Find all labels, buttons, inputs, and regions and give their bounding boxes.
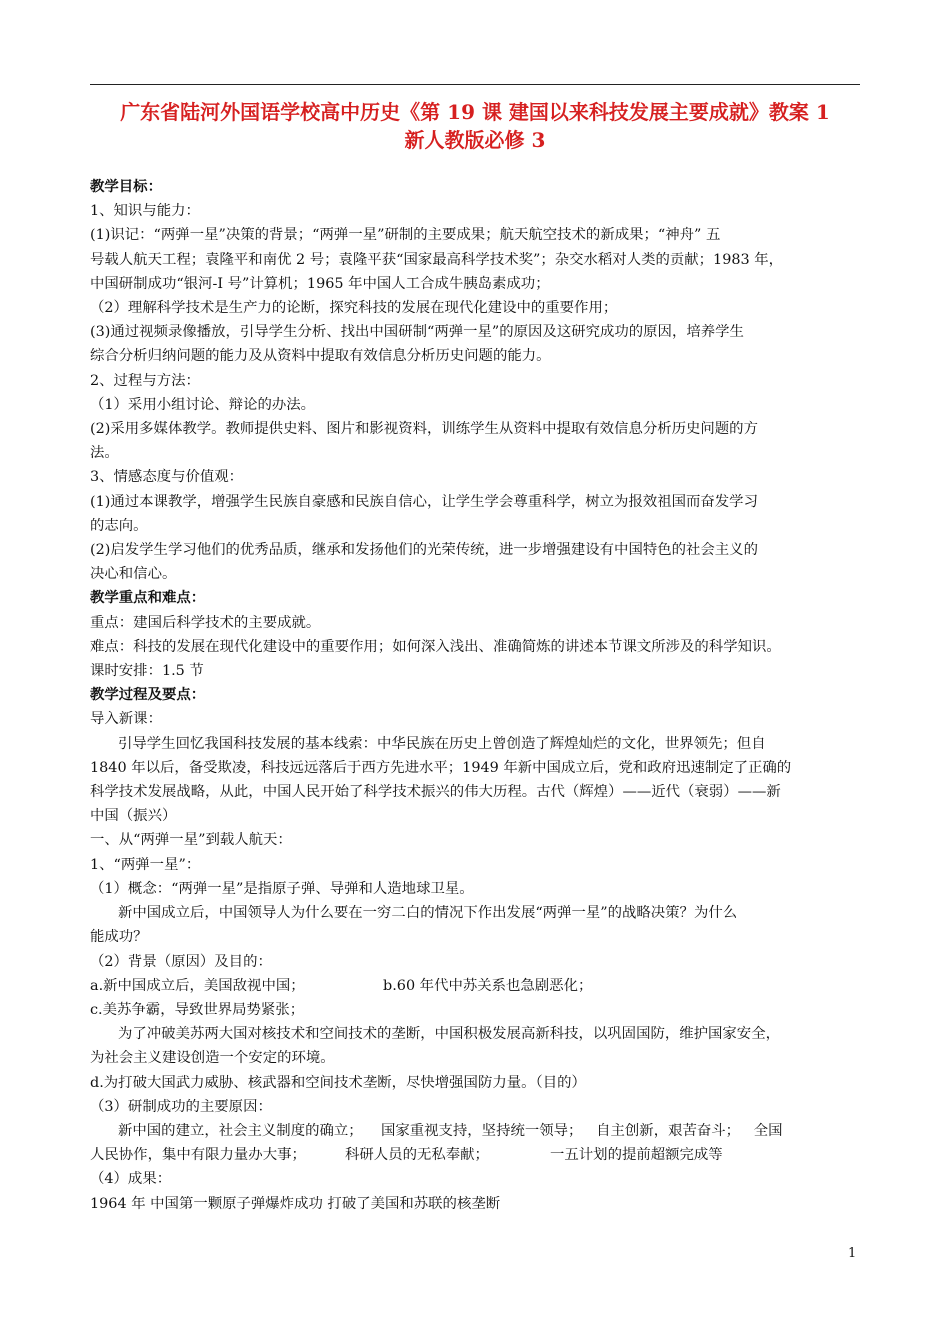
text-line: 法。 [90, 445, 119, 462]
text-line: 1964 年 中国第一颗原子弹爆炸成功 打破了美国和苏联的核垄断 [90, 1195, 501, 1212]
text-line: （4）成果： [90, 1171, 172, 1188]
text-line: 科学技术发展战略，从此，中国人民开始了科学技术振兴的伟大历程。古代（辉煌）——近代（衰弱）——新 [90, 784, 781, 801]
text-line: (2)启发学生学习他们的优秀品质，继承和发扬他们的光荣传统，进一步增强建设有中国特色的社会主义的 [90, 542, 758, 559]
item-a: a.新中国成立后，美国敌视中国； [90, 977, 305, 994]
section-heading-objectives: 教学目标： [90, 178, 162, 195]
text-line: 难点：科技的发展在现代化建设中的重要作用；如何深入浅出、准确简炼的讲述本节课文所涉及的科学知识。 [90, 638, 781, 655]
document-body [90, 175, 865, 1216]
text-line: 中国（振兴） [90, 808, 177, 825]
text-line: 课时安排：1.5 节 [90, 663, 204, 680]
text-line: 新中国的建立，社会主义制度的确立； 国家重视支持，坚持统一领导； 自主创新，艰苦奋斗； 全国 [118, 1122, 783, 1139]
text-line: 综合分析归纳问题的能力及从资料中提取有效信息分析历史问题的能力。 [90, 348, 551, 365]
text-line: 中国研制成功“银河-Ⅰ 号”计算机；1965 年中国人工合成牛胰岛素成功； [90, 275, 550, 292]
page-number: 1 [848, 1246, 857, 1261]
title-line-1: 广东省陆河外国语学校高中历史《第 19 课 建国以来科技发展主要成就》教案 1 [120, 100, 830, 124]
text-line: 导入新课： [90, 711, 162, 728]
text-line: （3）研制成功的主要原因： [90, 1098, 272, 1115]
text-line: 1、“两弹一星”： [90, 856, 201, 873]
text-line-triple [90, 1143, 865, 1167]
text-line: 能成功？ [90, 929, 148, 946]
title-line-2: 新人教版必修 3 [404, 128, 546, 152]
item-3: 一五计划的提前超额完成等 [550, 1147, 723, 1164]
text-line: c.美苏争霸，导致世界局势紧张； [90, 1001, 305, 1018]
text-line: （2）背景（原因）及目的： [90, 953, 272, 970]
text-line: (1)通过本课教学，增强学生民族自豪感和民族自信心，让学生学会尊重科学，树立为报效祖国而奋发学习 [90, 493, 758, 510]
document-title [80, 98, 870, 154]
text-line: 1840 年以后，备受欺凌，科技远远落后于西方先进水平；1949 年新中国成立后，党和政府迅速制定了正确的 [90, 759, 792, 776]
item-2: 科研人员的无私奉献； [345, 1147, 489, 1164]
text-line: 2、过程与方法： [90, 372, 200, 389]
text-line: 为社会主义建设创造一个安定的环境。 [90, 1050, 335, 1067]
text-line: 决心和信心。 [90, 566, 177, 583]
section-heading-process: 教学过程及要点： [90, 686, 206, 704]
text-line: 号载人航天工程；袁隆平和南优 2 号；袁隆平获“国家最高科学技术奖”；杂交水稻对人类的贡献；1983 年， [90, 251, 784, 268]
text-line: (3)通过视频录像播放，引导学生分析、找出中国研制“两弹一星”的原因及这研究成功的原因，培养学生 [90, 324, 744, 341]
text-line: 3、情感态度与价值观： [90, 469, 244, 486]
text-line: 重点：建国后科学技术的主要成就。 [90, 614, 321, 631]
text-line: （1）采用小组讨论、辩论的办法。 [90, 396, 316, 413]
header-rule [90, 84, 860, 85]
text-line: (1)识记：“两弹一星”决策的背景；“两弹一星”研制的主要成果；航天航空技术的新成果；“神舟” 五 [90, 227, 721, 244]
text-line: 新中国成立后，中国领导人为什么要在一穷二白的情况下作出发展“两弹一星”的战略决策？为什么 [118, 905, 738, 922]
text-line: d.为打破大国武力威胁、核武器和空间技术垄断，尽快增强国防力量。（目的） [90, 1074, 586, 1091]
text-line: （1）概念：“两弹一星”是指原子弹、导弹和人造地球卫星。 [90, 880, 474, 897]
text-line: （2）理解科学技术是生产力的论断，探究科技的发展在现代化建设中的重要作用； [90, 300, 618, 317]
text-line: (2)采用多媒体教学。教师提供史料、图片和影视资料，训练学生从资料中提取有效信息分析历史问题的方 [90, 421, 758, 438]
text-line: 一、从“两弹一星”到载人航天： [90, 832, 292, 849]
item-1: 人民协作，集中有限力量办大事； [90, 1147, 306, 1164]
text-line-pair [90, 974, 865, 998]
text-line: 的志向。 [90, 517, 148, 534]
item-b: b.60 年代中苏关系也急剧恶化； [383, 977, 593, 994]
text-line: 引导学生回忆我国科技发展的基本线索：中华民族在历史上曾创造了辉煌灿烂的文化，世界领先；但自 [118, 735, 766, 752]
text-line: 为了冲破美苏两大国对核技术和空间技术的垄断，中国积极发展高新科技，以巩固国防，维护国家安全， [118, 1026, 780, 1043]
text-line: 1、知识与能力： [90, 203, 200, 220]
section-heading-key-points: 教学重点和难点： [90, 589, 206, 607]
